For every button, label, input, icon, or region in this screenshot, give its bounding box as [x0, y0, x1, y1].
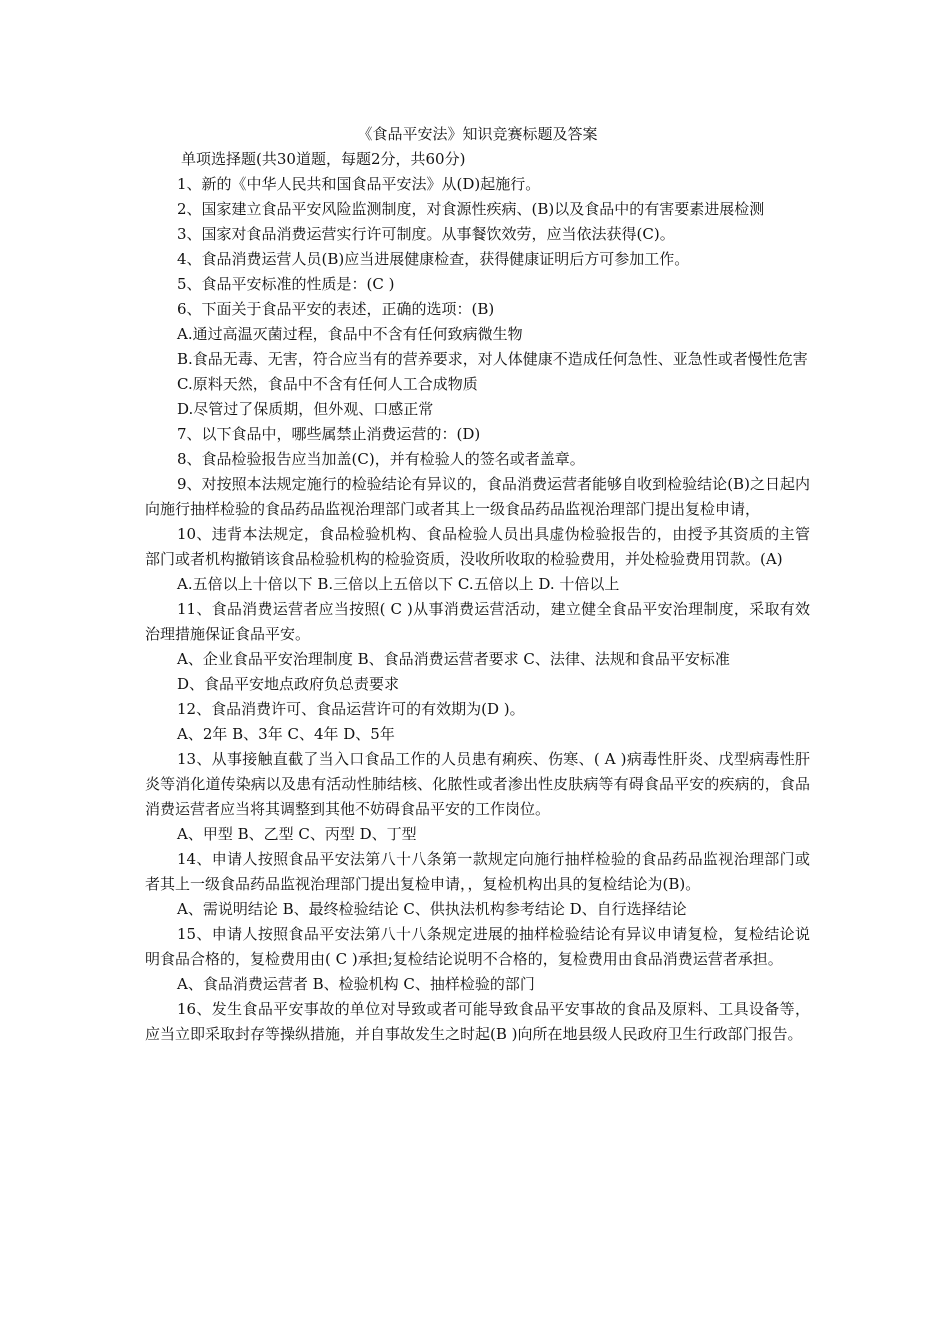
paragraph: B.食品无毒、无害，符合应当有的营养要求，对人体健康不造成任何急性、亚急性或者慢性危害: [177, 350, 808, 368]
paragraph: D.尽管过了保质期，但外观、口感正常: [177, 400, 434, 418]
paragraph: A、企业食品平安治理制度 B、食品消费运营者要求 C、法律、法规和食品平安标准: [177, 650, 730, 668]
paragraph: A、2年 B、3年 C、4年 D、5年: [177, 725, 395, 743]
paragraph: 16、发生食品平安事故的单位对导致或者可能导致食品平安事故的食品及原料、工具设备等，应当立即采取封存等操纵措施，并自事故发生之时起(B )向所在地县级人民政府卫生行政部门报告。: [145, 1000, 810, 1043]
document-body: [145, 122, 810, 1047]
paragraph: 3、国家对食品消费运营实行许可制度。从事餐饮效劳，应当依法获得(C)。: [177, 225, 675, 243]
section-heading: 单项选择题(共30道题，每题2分，共60分): [181, 150, 466, 168]
paragraph: 6、下面关于食品平安的表述，正确的选项：(B): [177, 300, 495, 318]
paragraph: 7、以下食品中，哪些属禁止消费运营的：(D): [177, 425, 481, 443]
paragraph: C.原料天然，食品中不含有任何人工合成物质: [177, 375, 478, 393]
paragraph: 8、食品检验报告应当加盖(C)，并有检验人的签名或者盖章。: [177, 450, 585, 468]
paragraph: 13、从事接触直截了当入口食品工作的人员患有痢疾、伤寒、( A )病毒性肝炎、戊型病毒性肝炎等消化道传染病以及患有活动性肺结核、化脓性或者渗出性皮肤病等有碍食品平安的疾病的，食品消费运营者应当将其调整到其他不妨碍食品平安的工作岗位。: [145, 750, 810, 818]
paragraph-list: [145, 172, 810, 1047]
paragraph: A.通过高温灭菌过程，食品中不含有任何致病微生物: [177, 325, 523, 343]
paragraph: 9、对按照本法规定施行的检验结论有异议的，食品消费运营者能够自收到检验结论(B)之日起内向施行抽样检验的食品药品监视治理部门或者其上一级食品药品监视治理部门提出复检申请，: [145, 475, 810, 518]
paragraph: D、食品平安地点政府负总责要求: [177, 675, 400, 693]
paragraph: A、甲型 B、乙型 C、丙型 D、丁型: [177, 825, 417, 843]
paragraph: 5、食品平安标准的性质是：(C ): [177, 275, 395, 293]
paragraph: 4、食品消费运营人员(B)应当进展健康检查，获得健康证明后方可参加工作。: [177, 250, 690, 268]
paragraph: A、需说明结论 B、最终检验结论 C、供执法机构参考结论 D、自行选择结论: [177, 900, 687, 918]
paragraph: A.五倍以上十倍以下 B.三倍以上五倍以下 C.五倍以上 D. 十倍以上: [177, 575, 620, 593]
document-title: 《食品平安法》知识竞赛标题及答案: [357, 125, 598, 143]
paragraph: 14、申请人按照食品平安法第八十八条第一款规定向施行抽样检验的食品药品监视治理部门或者其上一级食品药品监视治理部门提出复检申请，，复检机构出具的复检结论为(B)。: [145, 850, 810, 893]
paragraph: 2、国家建立食品平安风险监测制度，对食源性疾病、(B)以及食品中的有害要素进展检测: [177, 200, 765, 218]
paragraph: 15、申请人按照食品平安法第八十八条规定进展的抽样检验结论有异议申请复检，复检结论说明食品合格的，复检费用由( C )承担;复检结论说明不合格的，复检费用由食品消费运营者承担。: [145, 925, 810, 968]
paragraph: 10、违背本法规定，食品检验机构、食品检验人员出具虚伪检验报告的，由授予其资质的主管部门或者机构撤销该食品检验机构的检验资质，没收所收取的检验费用，并处检验费用罚款。(A): [145, 525, 810, 568]
paragraph: A、食品消费运营者 B、检验机构 C、抽样检验的部门: [177, 975, 535, 993]
paragraph: 11、食品消费运营者应当按照( C )从事消费运营活动，建立健全食品平安治理制度，采取有效治理措施保证食品平安。: [145, 600, 810, 643]
paragraph: 1、新的《中华人民共和国食品平安法》从(D)起施行。: [177, 175, 541, 193]
paragraph: 12、食品消费许可、食品运营许可的有效期为(D )。: [177, 700, 525, 718]
